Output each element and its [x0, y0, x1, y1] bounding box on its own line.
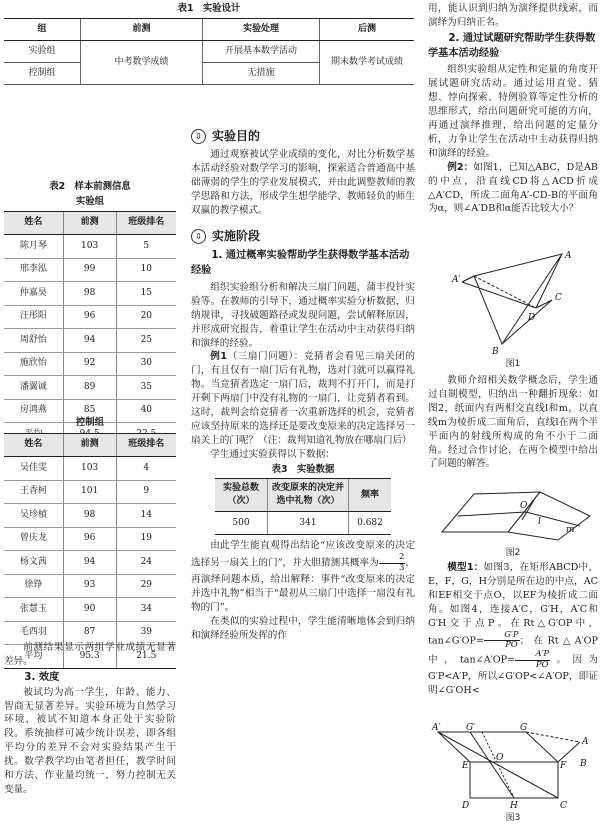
table1-cell: 控制组 [4, 63, 81, 85]
table1-cell: 无措施 [203, 63, 320, 85]
table2-cell: 施欣怡 [4, 352, 63, 376]
table2-header: 前测 [63, 434, 116, 457]
point-label: C [555, 293, 562, 303]
point-label: F [560, 761, 567, 771]
paragraph: 用，能认识到归纳为演绎提供线索，而演绎为归纳正名。 [428, 3, 598, 28]
point-label: H [510, 801, 518, 811]
table3-cell: 500 [215, 512, 268, 535]
figure-1-diagram [432, 248, 598, 356]
table2-cell: 103 [63, 235, 116, 259]
model-label: 模型1： [447, 562, 484, 573]
figure-3-caption: 图3 [505, 813, 521, 823]
table2-cell: 平均 [4, 645, 63, 669]
point-label: E [462, 761, 469, 771]
table2-cell: 39 [116, 621, 176, 645]
table2-cell: 93 [63, 574, 116, 598]
table3-header: 实验总数（次） [215, 479, 268, 512]
table2-header: 班级排名 [116, 212, 176, 235]
table-row [4, 527, 176, 551]
table-row [4, 598, 176, 622]
point-label: B [492, 347, 499, 356]
table2-cell: 吴佳雯 [4, 457, 63, 481]
table2-cell: 30 [116, 352, 176, 376]
table3-header: 改变原来的决定并选中礼物（次） [268, 479, 349, 512]
figure-2-diagram [430, 486, 598, 546]
table2-cell: 34 [116, 598, 176, 622]
table2-cell: 19 [116, 527, 176, 551]
example-1 [191, 350, 415, 447]
fraction [484, 631, 520, 651]
text-run: 如图3，在矩形ABCD中，E，F，G，H分别是所在边的中点，AC和EF相交于点O，以EF为棱折成二面角。如图4，连接A′C，G′H，A′C和G′H交于点P。在Rt△G′OP中，tan∠G′OP= [428, 562, 598, 646]
table2-cell: 杨文茜 [4, 551, 63, 575]
middle-column [191, 128, 415, 643]
table2-cell: 96 [63, 305, 116, 329]
table-row [4, 258, 176, 282]
table1-header: 后测 [320, 19, 415, 41]
point-label: O [520, 501, 528, 511]
point-label: O [496, 753, 504, 763]
table2-cell: 10 [116, 258, 176, 282]
table2-cell: 潘翼诚 [4, 376, 63, 400]
section-title-stage [191, 228, 415, 245]
numerator: A′P [515, 650, 550, 660]
table-row [4, 352, 176, 376]
section-heading: 3. 效度 [24, 671, 60, 683]
table2-header: 姓名 [4, 212, 63, 235]
table2-header: 前测 [63, 212, 116, 235]
table-row [4, 235, 176, 259]
table2-caption: 表2 样本前测信息 [49, 181, 131, 192]
table-row [4, 504, 176, 528]
paragraph: 学生通过实验获得以下数据： [210, 448, 335, 460]
table2-cell: 曾庆龙 [4, 527, 63, 551]
table2-cell: 21.5 [116, 645, 176, 669]
table2-header: 班级排名 [116, 434, 176, 457]
table-row [4, 457, 176, 481]
table2-experimental [4, 211, 176, 447]
table2-cell: 徐铮 [4, 574, 63, 598]
table2-cell: 40 [116, 399, 176, 423]
table1-cell: 实验组 [4, 41, 81, 63]
table3-header: 频率 [349, 479, 392, 512]
table2-cell: 25 [116, 329, 176, 353]
table2-cell: 98 [63, 504, 116, 528]
paragraph: 教师介绍相关数学概念后，学生通过自制模型，归纳出一种翻折现象：如图2，纸面内有两相交直线l和m，以直线m为棱折成二面角后，直线l在两个半平面内的射线所构成的角不小于二面角。经过合作讨论，在两个模型中给出了问题的解答。 [428, 375, 598, 470]
table2-cell: 王香柯 [4, 480, 63, 504]
table-row [4, 551, 176, 575]
table2-control [4, 433, 176, 669]
denominator: PO [535, 659, 549, 670]
figure-2-caption: 图2 [505, 548, 521, 558]
section-title-text: 实施阶段 [212, 228, 261, 243]
table1-cell: 期末数学考试成绩 [320, 41, 415, 85]
table1-header: 组 [4, 19, 81, 41]
point-label: G′ [466, 723, 476, 733]
table3-cell: 0.682 [349, 512, 392, 535]
paragraph: 前测结果显示两组学业成绩无显著差异。 [4, 642, 176, 667]
figure-3-diagram [430, 722, 598, 812]
text-run: 由此学生能直观得出结论“应该改变原来的决定选择另一扇关上的门”，并大胆猜测其概率为 [191, 540, 415, 569]
table2-cell: 85 [63, 399, 116, 423]
table2-cell: 15 [116, 282, 176, 306]
point-label: G [520, 723, 528, 733]
table2-cell: 4 [116, 457, 176, 481]
point-label: m [566, 525, 575, 535]
table1 [4, 18, 414, 85]
right-column-top [428, 2, 598, 216]
example-text: （三扇门问题）：竞猜者会看见三扇关闭的门，有且仅有一扇门后有礼物，选对门就可以赢得礼物。当竞猜者选定一扇门后，裁判不打开门，而是打开剩下两扇门中没有礼物的一扇门，让竞猜者看到。这时，裁判会给竞猜者一次重新选择的机会，竞猜者应该坚持原来的选择还是要改变原来的决定选择另一扇关上的门呢？（注：裁判知道礼物放在哪扇门后） [191, 351, 415, 446]
paragraph: 组织实验组从定性和定量的角度开展试题研究活动。通过运用直觉、猜想、悖向探索、特例验算等定性分析的思维形式，给出问题研究可能的方向，再通过演绎推理，给出问题的定量分析，力争让学生在活动中主动获得归纳和演绎的经验。 [428, 64, 598, 159]
table2-cell: 96 [63, 527, 116, 551]
table2-cell: 94 [63, 551, 116, 575]
table-row [4, 574, 176, 598]
text-run: ；在Rt△A′OP中，tan∠A′OP= [428, 634, 598, 666]
table2-header: 姓名 [4, 434, 63, 457]
table2-cell: 仲嘉昊 [4, 282, 63, 306]
table2-cell: 房鸿燕 [4, 399, 63, 423]
point-label: B [580, 759, 587, 769]
point-label: A [582, 737, 589, 747]
table2-cell: 24 [116, 551, 176, 575]
table2-cell: 87 [63, 621, 116, 645]
table3-cell: 341 [268, 512, 349, 535]
paragraph: 被试均为高一学生，年龄、能力、智商无显著差异。实验环境为自然学习环境，被试不知道本身正处于实验阶段。系统抽样可减少统计误差，即各组平均分的差异不会对实验结果产生干扰。数学教学均由笔者担任，教学时间和方法、作业量均统一，努力控制无关变量。 [4, 686, 176, 795]
table2-cell: 吴珍楨 [4, 504, 63, 528]
table2-cell: 95.3 [63, 645, 116, 669]
right-column-model [428, 561, 598, 698]
table2-ctrl-title: 控制组 [75, 417, 105, 428]
table1-header: 实验处理 [203, 19, 320, 41]
denominator: PO [505, 639, 518, 650]
point-label: A [565, 251, 572, 261]
point-label: l [538, 517, 541, 527]
table1-cell: 中考数学成绩 [81, 41, 203, 85]
example-text: 如图1，已知△ABC，D是AB的中点，沿直线CD将△ACD折成△A′CD，所成二面角A′-CD-B的平面角为α，则∠A′DB和α能否比较大小？ [428, 161, 598, 215]
down-arrow-circle-icon: ⇩ [191, 129, 206, 144]
table2-cell: 陈月琴 [4, 235, 63, 259]
denominator: 3 [398, 562, 405, 573]
example-label: 例2： [447, 161, 474, 173]
table2-cell: 9 [116, 480, 176, 504]
right-column-mid [428, 374, 598, 471]
table2-cell: 103 [63, 457, 116, 481]
paragraph: 在类似的实验过程中，学生能清晰地体会到归纳和演绎经验所发挥的作 [191, 615, 415, 641]
fraction [379, 553, 406, 573]
table1-header: 前测 [81, 19, 203, 41]
text-run: 。因为G′P<A′P，所以∠G′OP<∠A′OP，即证明∠G′OH< [428, 654, 599, 696]
table2-cell: 90 [63, 598, 116, 622]
example-2 [428, 161, 598, 217]
example-label: 例1 [210, 351, 228, 363]
numerator: G′P [484, 631, 520, 641]
paragraph [191, 539, 415, 614]
table2-cell: 14 [116, 504, 176, 528]
table-row [4, 376, 176, 400]
paragraph: 组织实验组分析和解决三扇门问题，蒲丰投针实验等。在教师的引导下，通过概率实验分析数据，归纳规律，寻找破题路径或发现问题，尝试解释原因，并形成研究报告，着重让学生在活动中主动获得归纳和演绎的经验。 [191, 281, 415, 349]
table1-caption: 表1 实验设计 [177, 3, 241, 14]
down-arrow-circle-icon: ⇩ [191, 229, 206, 244]
table1-cell: 开展基本数学活动 [203, 41, 320, 63]
table2-cell: 邢李泓 [4, 258, 63, 282]
table2-cell: 35 [116, 376, 176, 400]
numerator: 2 [379, 553, 406, 563]
table2-cell: 101 [63, 480, 116, 504]
table2-cell: 汪彤阳 [4, 305, 63, 329]
point-label: A′ [452, 275, 461, 285]
paragraph [428, 561, 598, 698]
table2-cell: 20 [116, 305, 176, 329]
table2-cell: 89 [63, 376, 116, 400]
table2-cell: 5 [116, 235, 176, 259]
table2-exp-title: 实验组 [75, 196, 105, 207]
table2-cell: 29 [116, 574, 176, 598]
table2-cell: 张慧玉 [4, 598, 63, 622]
table-row [4, 329, 176, 353]
point-label: D [528, 313, 536, 323]
point-label: A′ [432, 723, 441, 733]
table-row [4, 282, 176, 306]
left-column-text [4, 641, 176, 797]
fraction [515, 650, 550, 670]
table2-cell: 周舒怡 [4, 329, 63, 353]
section-title-goal [191, 128, 415, 145]
table3 [215, 478, 391, 535]
figure-1-caption: 图1 [505, 359, 521, 369]
text-run: ，再演绎问题本质，给出解释：事件“改变原来的决定并选中礼物”相当于“最初从三扇门中选择一扇没有礼物的门”。 [191, 557, 415, 613]
table-row [4, 305, 176, 329]
table2-cell: 98 [63, 282, 116, 306]
subsection-heading: 2. 通过试题研究帮助学生获得数学基本活动经验 [428, 32, 596, 59]
point-label: C [560, 801, 567, 811]
table3-caption: 表3 实验数据 [271, 463, 335, 475]
point-label: D [462, 801, 470, 811]
table2-cell: 毛西羽 [4, 621, 63, 645]
table2-cell: 92 [63, 352, 116, 376]
paragraph: 通过观察被试学业成绩的变化，对比分析数学基本活动经验对数学学习的影响，探索适合普通高中基础薄弱的学生的学业发展模式，并由此调整教师的教学思路和方法，形成学生想学能学、教师轻负的师生双赢的教学模式。 [191, 149, 415, 217]
section-title-text: 实验目的 [212, 129, 261, 143]
table2-cell: 99 [63, 258, 116, 282]
table-row [4, 480, 176, 504]
table2-cell: 94 [63, 329, 116, 353]
subsection-heading: 1. 通过概率实验帮助学生获得数学基本活动经验 [191, 250, 410, 277]
